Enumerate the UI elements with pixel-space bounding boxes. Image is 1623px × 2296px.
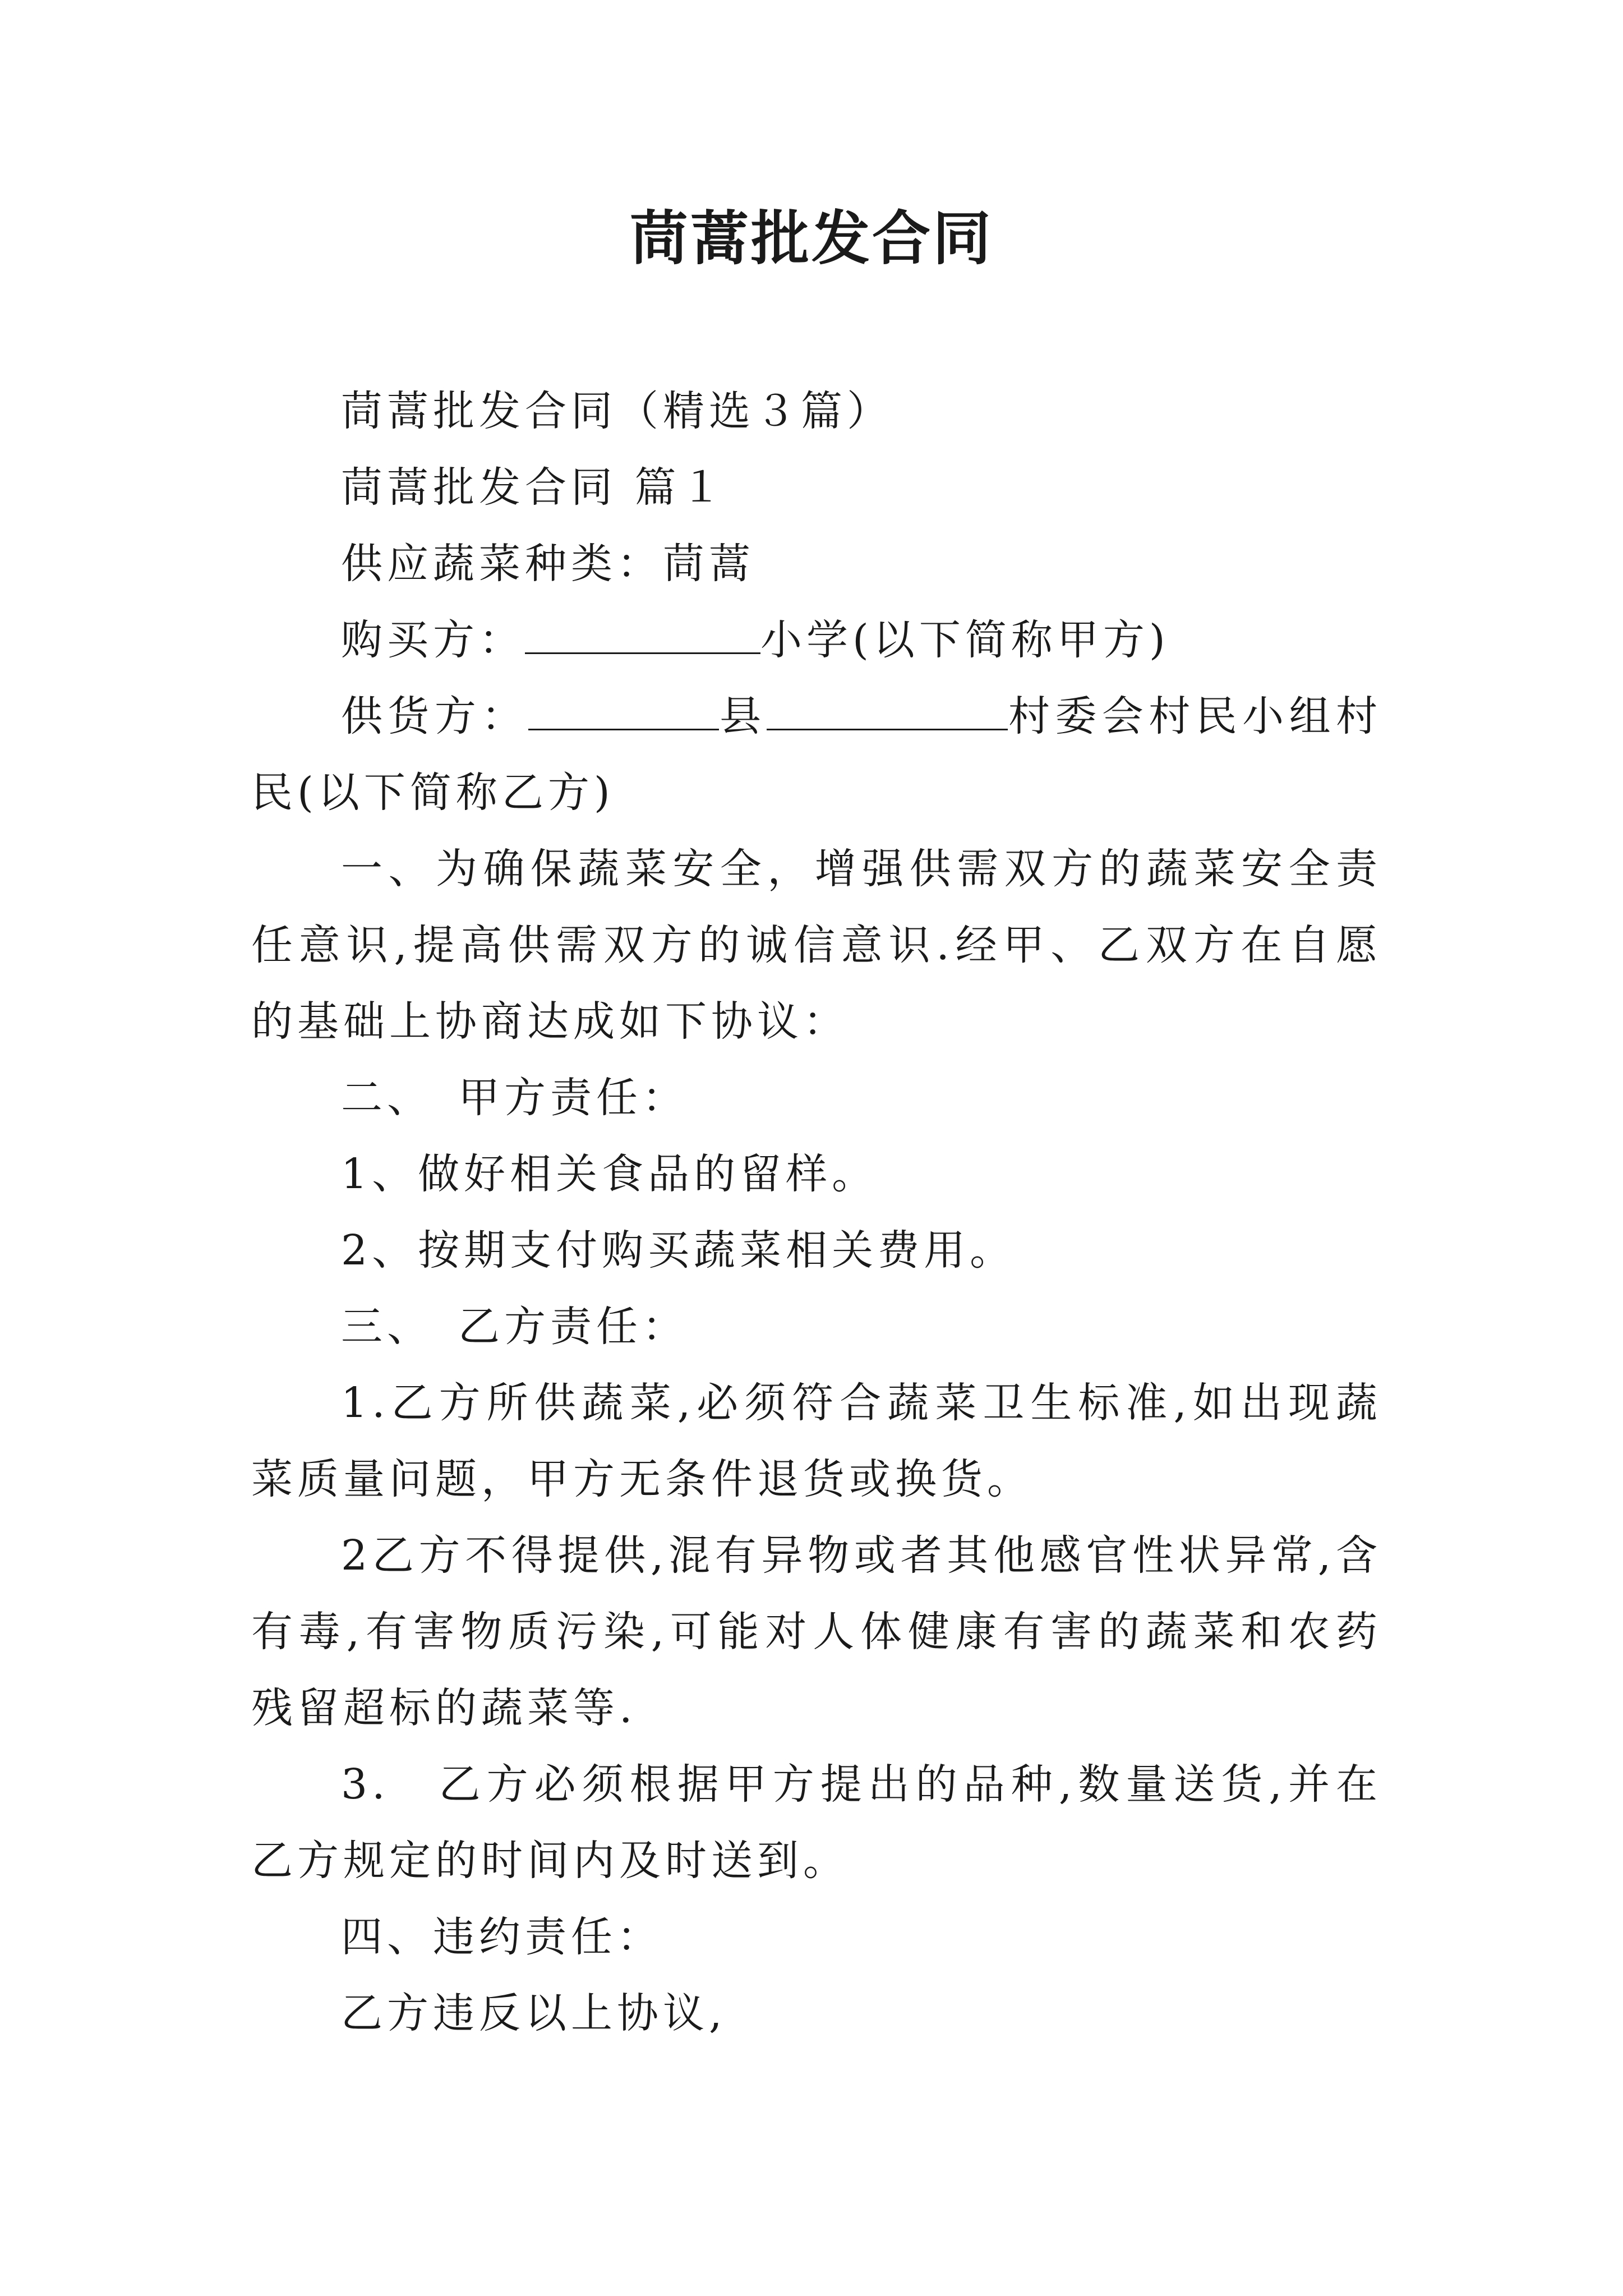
supplier-village-blank (767, 684, 1008, 730)
clause-3-item-1: 1.乙方所供蔬菜,必须符合蔬菜卫生标准,如出现蔬菜质量问题，甲方无条件退货或换货。 (251, 1379, 1382, 1503)
clause-3-item-3: 3. 乙方必须根据甲方提出的品种,数量送货,并在乙方规定的时间内及时送到。 (251, 1760, 1382, 1885)
supplier-line (251, 678, 1382, 831)
clause-2-heading: 二、 甲方责任： (341, 1074, 688, 1122)
buyer-suffix: 小学(以下简称甲方) (760, 616, 1170, 664)
buyer-line (251, 602, 1382, 678)
vegetable-type-line: 供应蔬菜种类：茼蒿 (341, 540, 755, 588)
supplier-label: 供货方： (341, 692, 528, 740)
buyer-label: 购买方： (341, 616, 525, 664)
clause-2-item-2: 2、按期支付购买蔬菜相关费用。 (341, 1226, 1016, 1274)
clause-1: 一、为确保蔬菜安全，增强供需双方的蔬菜安全责任意识,提高供需双方的诚信意识.经甲、乙双方在自愿的基础上协商达成如下协议： (251, 845, 1382, 1046)
clause-3-item-2: 2乙方不得提供,混有异物或者其他感官性状异常,含有毒,有害物质污染,可能对人体健康有害的蔬菜和农药残留超标的蔬菜等. (251, 1531, 1382, 1732)
clause-2-item-1: 1、做好相关食品的留样。 (341, 1150, 878, 1198)
section-heading: 茼蒿批发合同 篇１ (341, 463, 727, 512)
supplier-suffix: 村委会村民小组村民(以下简称乙方) (251, 692, 1382, 817)
clause-4-heading: 四、违约责任： (341, 1913, 663, 1961)
clause-3-heading: 三、 乙方责任： (341, 1303, 688, 1351)
supplier-county-blank (528, 684, 719, 730)
supplier-county-label: 县 (718, 692, 767, 740)
document-title: 茼蒿批发合同 (629, 204, 993, 273)
clause-4-text: 乙方违反以上协议, (341, 1989, 727, 2037)
document-body (251, 373, 1382, 2051)
buyer-name-blank (525, 608, 760, 654)
document-subtitle: 茼蒿批发合同（精选３篇） (341, 387, 893, 435)
